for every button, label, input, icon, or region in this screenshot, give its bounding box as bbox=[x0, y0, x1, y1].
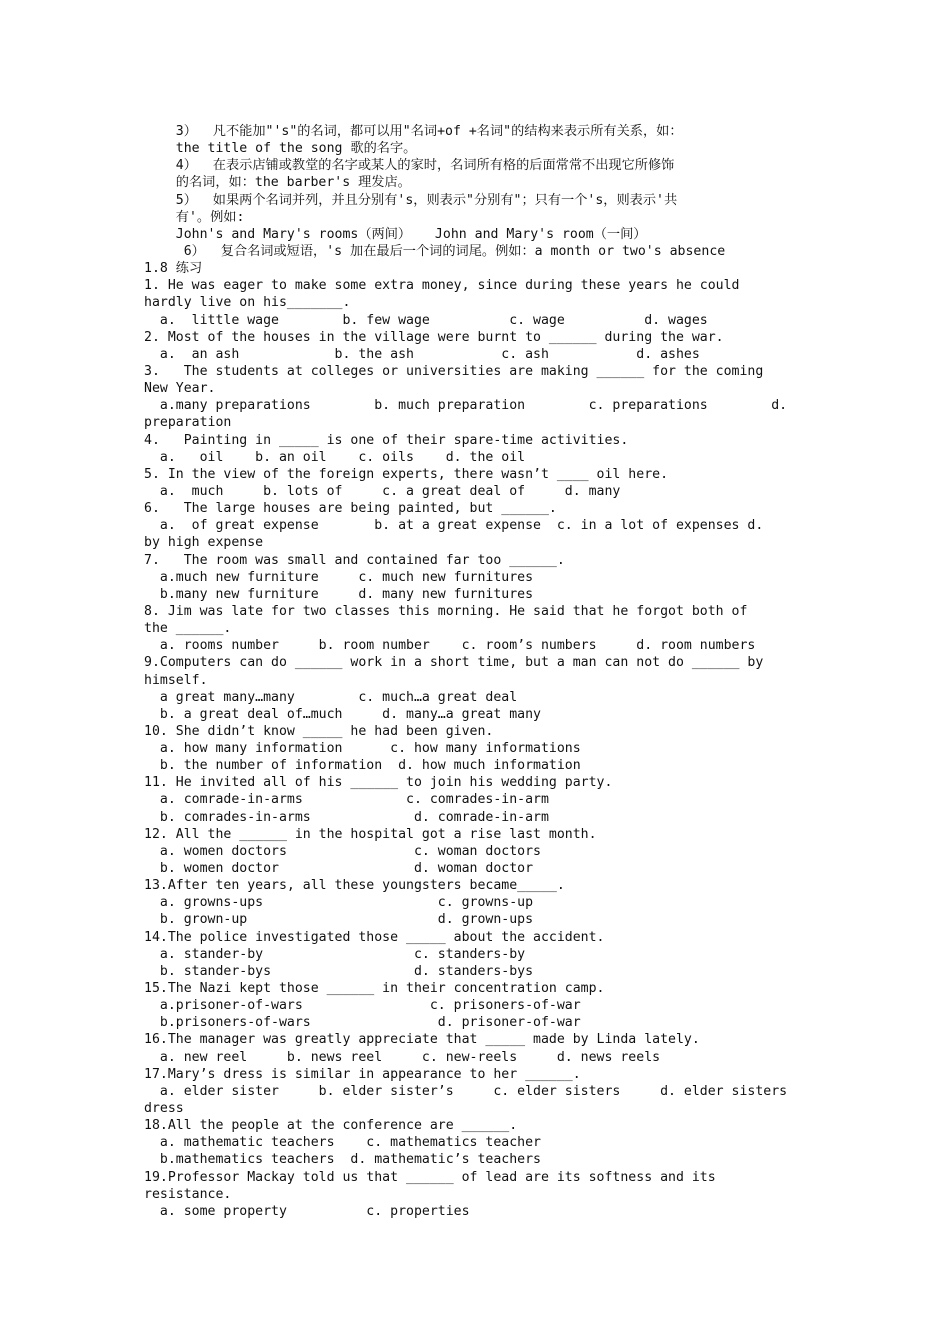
text-line: a. women doctors c. woman doctors bbox=[144, 843, 541, 859]
text-line: hardly live on his_______. bbox=[144, 295, 351, 311]
text-line: a. much b. lots of c. a great deal of d. many bbox=[144, 483, 621, 499]
text-line: a.much new furniture c. much new furnitures bbox=[144, 569, 534, 585]
text-line: 1. He was eager to make some extra money, since during these years he could bbox=[144, 278, 740, 294]
text-line: 10. She didn’t know _____ he had been given. bbox=[144, 723, 494, 739]
text-line: a. rooms number b. room number c. room’s numbers d. room numbers bbox=[144, 638, 756, 654]
text-line: a. of great expense b. at a great expense c. in a lot of expenses d. bbox=[144, 518, 764, 534]
text-line: b.mathematics teachers d. mathematic’s teachers bbox=[144, 1152, 541, 1168]
text-line: b. a great deal of…much d. many…a great many bbox=[144, 706, 541, 722]
text-line: 有'。例如: bbox=[144, 209, 245, 225]
text-line: 7. The room was small and contained far too ______. bbox=[144, 552, 565, 568]
text-line: a. oil b. an oil c. oils d. the oil bbox=[144, 449, 526, 465]
text-line: 19.Professor Mackay told us that ______ of lead are its softness and its bbox=[144, 1169, 716, 1185]
text-line: 12. All the ______ in the hospital got a rise last month. bbox=[144, 826, 597, 842]
text-line: 6. The large houses are being painted, but ______. bbox=[144, 501, 557, 517]
text-line: 16.The manager was greatly appreciate that _____ made by Linda lately. bbox=[144, 1032, 700, 1048]
text-line: 11. He invited all of his ______ to join his wedding party. bbox=[144, 775, 613, 791]
text-line: a. little wage b. few wage c. wage d. wages bbox=[144, 312, 708, 328]
text-line: 4. Painting in _____ is one of their spare-time activities. bbox=[144, 432, 629, 448]
text-line: a. new reel b. news reel c. new-reels d. news reels bbox=[144, 1049, 661, 1065]
text-line: b. comrades-in-arms d. comrade-in-arm bbox=[144, 809, 549, 825]
text-line: b.many new furniture d. many new furnitures bbox=[144, 586, 534, 602]
text-line: resistance. bbox=[144, 1186, 232, 1202]
document-page bbox=[144, 123, 806, 1220]
text-line: a. comrade-in-arms c. comrades-in-arm bbox=[144, 792, 549, 808]
text-line: 13.After ten years, all these youngsters became_____. bbox=[144, 878, 565, 894]
text-line: 8. Jim was late for two classes this morning. He said that he forgot both of bbox=[144, 603, 748, 619]
text-line: 6） 复合名词或短语，'s 加在最后一个词的词尾。例如：a month or two's absence bbox=[144, 243, 726, 259]
text-line: a. stander-by c. standers-by bbox=[144, 946, 526, 962]
text-line: a.many preparations b. much preparation c. preparations d. bbox=[144, 398, 788, 414]
text-line: a. an ash b. the ash c. ash d. ashes bbox=[144, 346, 700, 362]
text-line: 17.Mary’s dress is similar in appearance to her ______. bbox=[144, 1066, 581, 1082]
text-line: 2. Most of the houses in the village were burnt to ______ during the war. bbox=[144, 329, 724, 345]
text-line: a. mathematic teachers c. mathematics teacher bbox=[144, 1135, 541, 1151]
text-line: 9.Computers can do ______ work in a short time, but a man can not do ______ by bbox=[144, 655, 764, 671]
text-line: 15.The Nazi kept those ______ in their concentration camp. bbox=[144, 981, 605, 997]
text-line: b. grown-up d. grown-ups bbox=[144, 912, 534, 928]
text-line: a.prisoner-of-wars c. prisoners-of-war bbox=[144, 998, 581, 1014]
text-line: preparation bbox=[144, 415, 232, 431]
text-line: 5. In the view of the foreign experts, there wasn’t ____ oil here. bbox=[144, 466, 669, 482]
text-line: by high expense bbox=[144, 535, 264, 551]
text-line: 5） 如果两个名词并列，并且分别有's，则表示"分别有"；只有一个's，则表示'共 bbox=[144, 192, 678, 208]
text-line: 1.8 练习 bbox=[144, 261, 203, 277]
text-line: 4） 在表示店铺或教堂的名字或某人的家时，名词所有格的后面常常不出现它所修饰 bbox=[144, 158, 675, 174]
text-line: b. stander-bys d. standers-bys bbox=[144, 963, 534, 979]
text-line: 18.All the people at the conference are ______. bbox=[144, 1118, 518, 1134]
text-line: a. how many information c. how many informations bbox=[144, 741, 581, 757]
text-line: b.prisoners-of-wars d. prisoner-of-war bbox=[144, 1015, 581, 1031]
text-line: a. elder sister b. elder sister’s c. elder sisters d. elder sisters bbox=[144, 1083, 788, 1099]
text-line: New Year. bbox=[144, 381, 216, 397]
text-line: b. women doctor d. woman doctor bbox=[144, 861, 534, 877]
text-line: 14.The police investigated those _____ about the accident. bbox=[144, 929, 605, 945]
text-line: 的名词，如：the barber's 理发店。 bbox=[144, 175, 411, 191]
text-line: a great many…many c. much…a great deal bbox=[144, 689, 518, 705]
text-line: a. some property c. properties bbox=[144, 1203, 470, 1219]
text-line: dress bbox=[144, 1101, 184, 1117]
text-line: b. the number of information d. how much information bbox=[144, 758, 581, 774]
text-line: a. growns-ups c. growns-up bbox=[144, 895, 534, 911]
text-line: the ______. bbox=[144, 621, 232, 637]
text-line: himself. bbox=[144, 672, 208, 688]
text-line: John's and Mary's rooms（两间） John and Mary's room（一间） bbox=[144, 226, 647, 242]
text-line: 3） 凡不能加"'s"的名词，都可以用"名词+of +名词"的结构来表示所有关系，如： bbox=[144, 124, 683, 139]
text-line: 3. The students at colleges or universities are making ______ for the coming bbox=[144, 363, 764, 379]
text-line: the title of the song 歌的名字。 bbox=[144, 141, 417, 157]
